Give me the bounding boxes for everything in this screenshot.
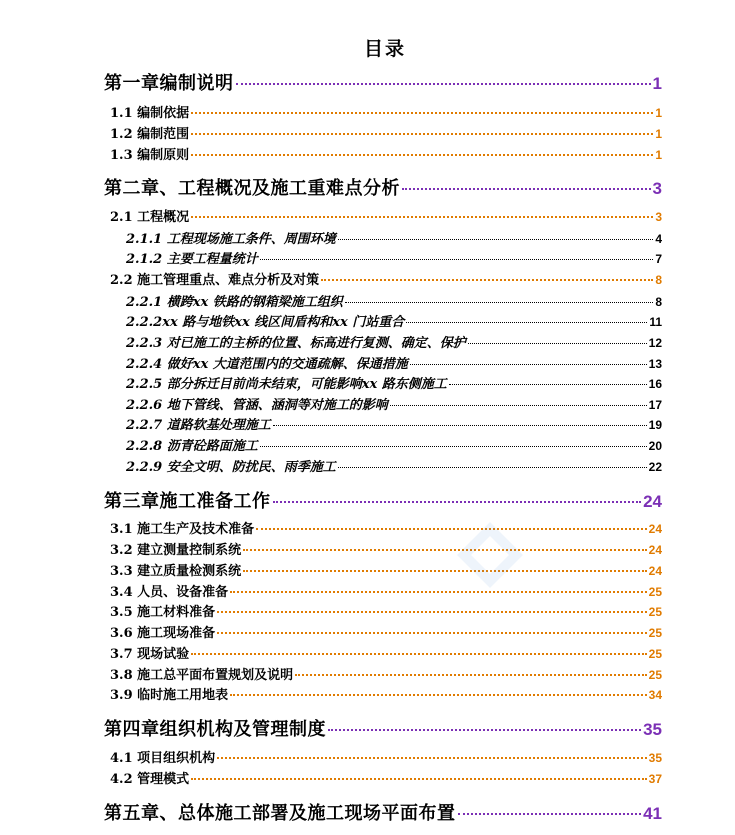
toc-entry-label: 第二章、工程概况及施工重难点分析: [104, 178, 400, 199]
toc-dot-leader: [273, 425, 647, 426]
toc-entry-label: 3.4 人员、设备准备: [110, 585, 229, 600]
toc-entry-label: 2.2.2xx 路与地铁xx 线区间盾构和xx 门站重合: [126, 315, 405, 330]
toc-entry-level-1[interactable]: [104, 715, 662, 741]
toc-page-number: 1: [652, 74, 662, 93]
toc-entry-level-2[interactable]: [110, 581, 662, 600]
toc-page-number: 25: [648, 585, 662, 599]
toc-dot-leader: [191, 216, 653, 218]
toc-dot-leader: [230, 591, 646, 593]
toc-entry-label: 3.9 临时施工用地表: [110, 688, 229, 703]
toc-entry-label: 2.2.4 做好xx 大道范围内的交通疏解、保通措施: [126, 357, 408, 372]
toc-entry-level-1[interactable]: [104, 69, 662, 95]
toc-page-number: 12: [648, 336, 662, 350]
toc-page-number: 22: [648, 460, 662, 474]
toc-dot-leader: [191, 154, 653, 156]
toc-entry-label: 4.1 项目组织机构: [110, 751, 216, 766]
toc-entry-label: 3.7 现场试验: [110, 647, 190, 662]
toc-entry-level-2[interactable]: [110, 684, 662, 703]
toc-page-number: 17: [648, 398, 662, 412]
toc-entry-level-3[interactable]: [126, 414, 662, 433]
toc-entry-label: 第三章施工准备工作: [104, 491, 271, 512]
toc-dot-leader: [410, 364, 647, 365]
toc-dot-leader: [260, 446, 647, 447]
toc-dot-leader: [328, 729, 641, 731]
toc-page-number: 1: [655, 106, 662, 120]
toc-entry-label: 3.6 施工现场准备: [110, 626, 216, 641]
toc-page-number: 41: [643, 804, 662, 823]
toc-entry-level-3[interactable]: [126, 332, 662, 351]
toc-page-number: 3: [655, 210, 662, 224]
toc-page-number: 1: [655, 127, 662, 141]
toc-entry-label: 2.2.5 部分拆迁目前尚未结束，可能影响xx 路东侧施工: [126, 377, 447, 392]
toc-entry-label: 4.2 管理模式: [110, 772, 190, 787]
toc-entry-level-2[interactable]: [110, 664, 662, 683]
toc-page-number: 25: [648, 626, 662, 640]
toc-page-number: 24: [648, 564, 662, 578]
toc-dot-leader: [217, 632, 646, 634]
toc-entry-label: 2.2.7 道路软基处理施工: [126, 418, 271, 433]
toc-dot-leader: [321, 279, 653, 281]
toc-page-number: 8: [655, 273, 662, 287]
toc-entry-label: 2.2.3 对已施工的主桥的位置、标高进行复测、确定、保护: [126, 336, 466, 351]
toc-entry-level-3[interactable]: [126, 353, 662, 372]
toc-page-number: 8: [655, 295, 662, 309]
toc-page-number: 4: [655, 232, 662, 246]
toc-dot-leader: [390, 405, 647, 406]
toc-page-number: 25: [648, 668, 662, 682]
toc-page-number: 35: [648, 751, 662, 765]
toc-page-number: 37: [648, 772, 662, 786]
toc-dot-leader: [338, 239, 654, 240]
toc-entry-level-1[interactable]: [104, 487, 662, 513]
toc-entry-level-1[interactable]: [104, 174, 662, 200]
toc-page-number: 24: [648, 522, 662, 536]
toc-dot-leader: [345, 302, 654, 303]
toc-dot-leader: [273, 501, 642, 503]
toc-page-number: 24: [643, 492, 662, 511]
toc-entry-label: 2.1.2 主要工程量统计: [126, 252, 258, 267]
toc-dot-leader: [256, 528, 646, 530]
toc-entry-label: 3.8 施工总平面布置规划及说明: [110, 668, 294, 683]
toc-page-number: 35: [643, 720, 662, 739]
toc-dot-leader: [260, 259, 654, 260]
toc-entry-label: 2.1.1 工程现场施工条件、周围环境: [126, 232, 336, 247]
toc-entry-label: 3.1 施工生产及技术准备: [110, 522, 255, 537]
toc-dot-leader: [191, 778, 646, 780]
toc-dot-leader: [406, 322, 647, 323]
watermark-logo: [455, 520, 525, 590]
toc-entry-label: 2.2 施工管理重点、难点分析及对策: [110, 273, 320, 288]
toc-entry-label: 第四章组织机构及管理制度: [104, 719, 326, 740]
toc-entry-level-2[interactable]: [110, 643, 662, 662]
toc-entry-level-2[interactable]: [110, 269, 662, 288]
toc-entry-level-2[interactable]: [110, 539, 662, 558]
toc-entry-label: 1.3 编制原则: [110, 148, 190, 163]
toc-dot-leader: [236, 83, 651, 85]
toc-page-number: 34: [648, 688, 662, 702]
toc-dot-leader: [243, 570, 646, 572]
toc-entry-label: 2.2.1 横跨xx 铁路的钢箱梁施工组织: [126, 295, 343, 310]
toc-entry-level-1[interactable]: [104, 799, 662, 825]
toc-entry-level-3[interactable]: [126, 311, 662, 330]
toc-entry-level-3[interactable]: [126, 456, 662, 475]
toc-entry-level-3[interactable]: [126, 248, 662, 267]
toc-page-number: 25: [648, 647, 662, 661]
toc-dot-leader: [458, 813, 642, 815]
toc-page-number: 7: [655, 252, 662, 266]
toc-entry-level-3[interactable]: [126, 291, 662, 310]
toc-page-number: 20: [648, 439, 662, 453]
toc-dot-leader: [217, 757, 646, 759]
toc-entry-label: 3.3 建立质量检测系统: [110, 564, 242, 579]
toc-page-number: 11: [649, 315, 662, 329]
toc-entry-label: 1.2 编制范围: [110, 127, 190, 142]
toc-entry-level-2[interactable]: [110, 768, 662, 787]
toc-entry-level-2[interactable]: [110, 622, 662, 641]
toc-page-number: 13: [648, 357, 662, 371]
toc-dot-leader: [230, 694, 646, 696]
toc-entry-label: 第一章编制说明: [104, 73, 234, 94]
toc-page-number: 3: [652, 179, 662, 198]
toc-entry-level-2[interactable]: [110, 102, 662, 121]
toc-page-number: 19: [648, 418, 662, 432]
toc-entry-label: 第五章、总体施工部署及施工现场平面布置: [104, 803, 456, 824]
toc-entry-level-2[interactable]: [110, 601, 662, 620]
toc-dot-leader: [402, 188, 651, 190]
toc-entry-label: 2.1 工程概况: [110, 210, 190, 225]
toc-entry-level-2[interactable]: [110, 206, 662, 225]
toc-entry-label: 2.2.9 安全文明、防扰民、雨季施工: [126, 460, 336, 475]
toc-page-number: 24: [648, 543, 662, 557]
toc-entry-level-2[interactable]: [110, 518, 662, 537]
toc-page-number: 1: [655, 148, 662, 162]
page-title: 目录: [363, 38, 406, 60]
toc-dot-leader: [217, 611, 646, 613]
toc-page-number: 25: [648, 605, 662, 619]
toc-entry-label: 2.2.6 地下管线、管涵、涵洞等对施工的影响: [126, 398, 388, 413]
toc-entry-label: 3.2 建立测量控制系统: [110, 543, 242, 558]
toc-entry-level-3[interactable]: [126, 228, 662, 247]
toc-entry-level-3[interactable]: [126, 394, 662, 413]
toc-dot-leader: [295, 674, 646, 676]
toc-entry-label: 3.5 施工材料准备: [110, 605, 216, 620]
toc-dot-leader: [449, 384, 647, 385]
toc-entry-level-2[interactable]: [110, 747, 662, 766]
toc-entry-level-3[interactable]: [126, 435, 662, 454]
toc-entry-level-2[interactable]: [110, 144, 662, 163]
toc-entry-level-3[interactable]: [126, 373, 662, 392]
toc-dot-leader: [468, 343, 647, 344]
toc-dot-leader: [338, 467, 647, 468]
toc-entry-label: 1.1 编制依据: [110, 106, 190, 121]
toc-dot-leader: [191, 112, 653, 114]
toc-dot-leader: [191, 133, 653, 135]
toc-entry-level-2[interactable]: [110, 123, 662, 142]
toc-entry-label: 2.2.8 沥青砼路面施工: [126, 439, 258, 454]
toc-dot-leader: [191, 653, 646, 655]
toc-page-number: 16: [648, 377, 662, 391]
toc-dot-leader: [243, 549, 646, 551]
toc-entry-level-2[interactable]: [110, 560, 662, 579]
